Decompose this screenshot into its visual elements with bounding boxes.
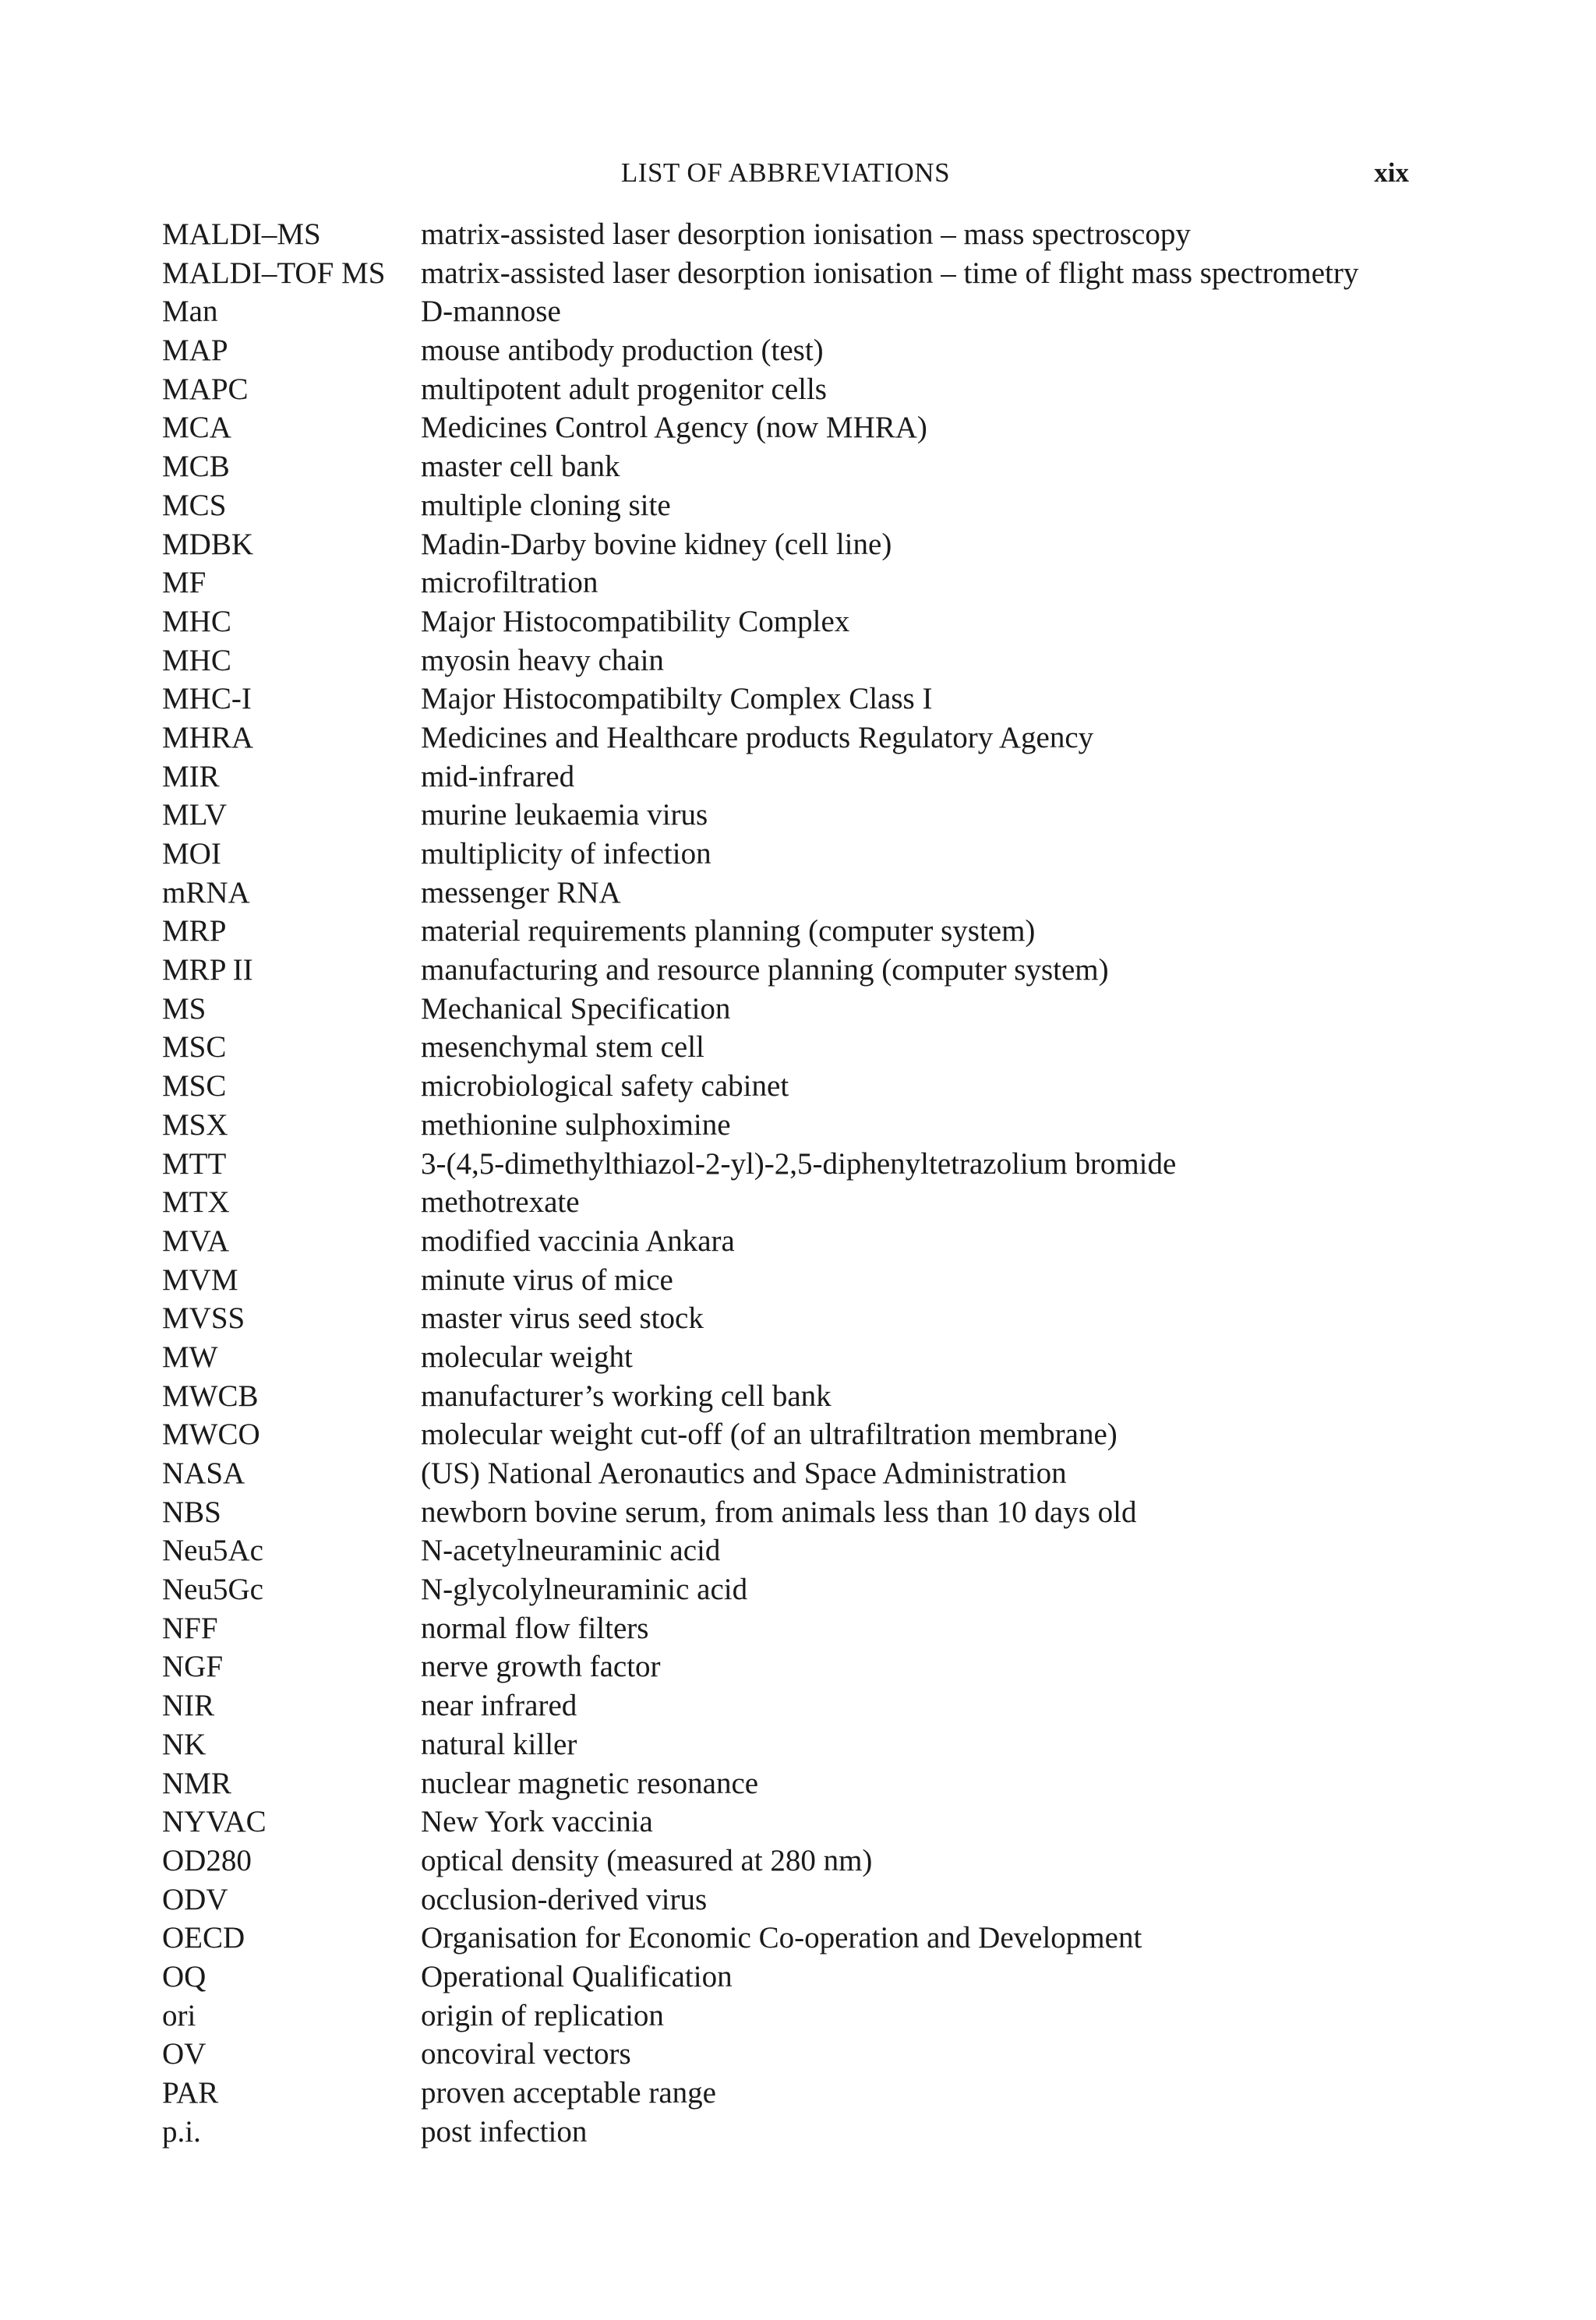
abbreviation-definition: myosin heavy chain — [421, 643, 664, 677]
abbreviation-list — [162, 215, 1425, 2151]
abbreviation-definition: manufacturer’s working cell bank — [421, 1379, 832, 1413]
abbreviation-entry — [162, 680, 1425, 719]
abbreviation-definition: modified vaccinia Ankara — [421, 1224, 735, 1258]
abbreviation-term: MTT — [162, 1146, 227, 1181]
abbreviation-definition: Organisation for Economic Co-operation and Development — [421, 1921, 1142, 1955]
abbreviation-definition: minute virus of mice — [421, 1262, 673, 1297]
abbreviation-entry — [162, 1222, 1425, 1261]
abbreviation-definition: 3-(4,5-dimethylthiazol-2-yl)-2,5-diphenyltetrazolium bromide — [421, 1146, 1177, 1181]
abbreviation-definition: near infrared — [421, 1689, 577, 1723]
abbreviation-definition: mid-infrared — [421, 759, 575, 793]
abbreviation-definition: D-mannose — [421, 295, 561, 329]
abbreviation-definition: molecular weight cut-off (of an ultrafiltration membrane) — [421, 1418, 1118, 1452]
abbreviation-definition: manufacturing and resource planning (computer system) — [421, 953, 1109, 987]
abbreviation-definition: proven acceptable range — [421, 2076, 716, 2110]
abbreviation-definition: newborn bovine serum, from animals less than 10 days old — [421, 1495, 1137, 1529]
abbreviation-definition: occlusion-derived virus — [421, 1882, 708, 1916]
abbreviation-term: MAP — [162, 334, 228, 368]
abbreviation-entry — [162, 2113, 1425, 2152]
abbreviation-term: p.i. — [162, 2114, 201, 2149]
abbreviation-definition: matrix-assisted laser desorption ionisation – mass spectroscopy — [421, 217, 1191, 251]
abbreviation-term: Neu5Ac — [162, 1534, 263, 1568]
abbreviation-term: OV — [162, 2037, 207, 2071]
abbreviation-entry — [162, 1686, 1425, 1725]
abbreviation-entry — [162, 1106, 1425, 1145]
abbreviation-entry — [162, 912, 1425, 951]
abbreviation-definition: mouse antibody production (test) — [421, 334, 824, 368]
abbreviation-entry — [162, 292, 1425, 331]
abbreviation-term: MHC — [162, 643, 231, 677]
abbreviation-definition: microfiltration — [421, 566, 598, 600]
abbreviation-term: Neu5Gc — [162, 1573, 263, 1607]
abbreviation-definition: messenger RNA — [421, 875, 621, 909]
abbreviation-term: MRP II — [162, 953, 253, 987]
abbreviation-entry — [162, 254, 1425, 293]
abbreviation-definition: oncoviral vectors — [421, 2037, 631, 2071]
abbreviation-definition: N-glycolylneuraminic acid — [421, 1573, 748, 1607]
abbreviation-term: NASA — [162, 1457, 245, 1490]
abbreviation-term: MOI — [162, 837, 221, 870]
abbreviation-entry — [162, 1570, 1425, 1609]
abbreviation-entry — [162, 1145, 1425, 1184]
abbreviation-term: MHC — [162, 604, 231, 638]
abbreviation-term: MCS — [162, 488, 227, 522]
abbreviation-entry — [162, 1338, 1425, 1377]
abbreviation-term: OD280 — [162, 1843, 252, 1877]
abbreviation-definition: optical density (measured at 280 nm) — [421, 1843, 873, 1877]
abbreviation-entry — [162, 1609, 1425, 1648]
abbreviation-entry — [162, 1842, 1425, 1880]
abbreviation-entry — [162, 1377, 1425, 1416]
abbreviation-definition: multipotent adult progenitor cells — [421, 372, 827, 406]
abbreviation-term: OQ — [162, 1959, 207, 1993]
abbreviation-entry — [162, 1493, 1425, 1532]
abbreviation-term: MDBK — [162, 527, 254, 561]
abbreviation-entry — [162, 1880, 1425, 1919]
abbreviation-entry — [162, 2035, 1425, 2074]
abbreviation-term: MVA — [162, 1224, 229, 1258]
abbreviation-entry — [162, 835, 1425, 874]
abbreviation-definition: multiplicity of infection — [421, 837, 711, 870]
abbreviation-entry — [162, 331, 1425, 370]
abbreviation-entry — [162, 1803, 1425, 1842]
abbreviation-definition: mesenchymal stem cell — [421, 1030, 704, 1065]
abbreviation-definition: (US) National Aeronautics and Space Administration — [421, 1457, 1067, 1490]
abbreviation-definition: origin of replication — [421, 1998, 664, 2032]
abbreviation-definition: multiple cloning site — [421, 488, 671, 522]
abbreviation-entry — [162, 1299, 1425, 1338]
abbreviation-term: NMR — [162, 1766, 231, 1800]
abbreviation-entry — [162, 370, 1425, 409]
abbreviation-entry — [162, 1919, 1425, 1958]
abbreviation-term: PAR — [162, 2076, 219, 2110]
abbreviation-term: Man — [162, 295, 218, 329]
abbreviation-entry — [162, 1067, 1425, 1106]
abbreviation-term: MWCO — [162, 1418, 260, 1452]
abbreviation-definition: methionine sulphoximine — [421, 1107, 731, 1142]
abbreviation-definition: matrix-assisted laser desorption ionisation – time of flight mass spectrometry — [421, 256, 1359, 290]
abbreviation-term: ODV — [162, 1882, 228, 1916]
abbreviation-entry — [162, 757, 1425, 796]
abbreviation-term: MHC-I — [162, 682, 252, 716]
abbreviation-definition: microbiological safety cabinet — [421, 1069, 789, 1104]
abbreviation-entry — [162, 719, 1425, 757]
abbreviation-entry — [162, 1415, 1425, 1454]
abbreviation-term: MALDI–MS — [162, 217, 321, 251]
abbreviation-term: mRNA — [162, 875, 250, 909]
abbreviation-definition: Operational Qualification — [421, 1959, 733, 1993]
abbreviation-definition: post infection — [421, 2114, 588, 2149]
abbreviation-term: NBS — [162, 1495, 221, 1529]
abbreviation-entry — [162, 1454, 1425, 1493]
abbreviation-definition: material requirements planning (computer system) — [421, 914, 1036, 948]
abbreviation-definition: murine leukaemia virus — [421, 798, 708, 832]
abbreviation-entry — [162, 447, 1425, 486]
page-number: xix — [1374, 157, 1409, 188]
page-header — [162, 153, 1409, 193]
abbreviation-entry — [162, 563, 1425, 602]
abbreviation-definition: master virus seed stock — [421, 1301, 704, 1336]
abbreviation-term: NYVAC — [162, 1805, 267, 1839]
abbreviation-term: MVM — [162, 1262, 238, 1297]
abbreviation-entry — [162, 641, 1425, 680]
abbreviation-definition: N-acetylneuraminic acid — [421, 1534, 721, 1568]
abbreviation-term: MWCB — [162, 1379, 259, 1413]
abbreviation-term: MS — [162, 991, 207, 1026]
abbreviation-definition: Major Histocompatibilty Complex Class I — [421, 682, 933, 716]
abbreviation-term: MLV — [162, 798, 228, 832]
abbreviation-term: OECD — [162, 1921, 245, 1955]
abbreviation-entry — [162, 1764, 1425, 1803]
abbreviation-definition: master cell bank — [421, 450, 620, 484]
abbreviation-term: MSC — [162, 1069, 227, 1104]
running-head: LIST OF ABBREVIATIONS — [620, 157, 951, 188]
abbreviation-term: MSC — [162, 1030, 227, 1065]
abbreviation-entry — [162, 408, 1425, 447]
abbreviation-entry — [162, 1028, 1425, 1067]
abbreviation-term: NK — [162, 1727, 207, 1761]
abbreviation-term: MF — [162, 566, 207, 600]
abbreviation-term: MIR — [162, 759, 220, 793]
abbreviation-definition: Madin-Darby bovine kidney (cell line) — [421, 527, 892, 561]
abbreviation-definition: New York vaccinia — [421, 1805, 653, 1839]
abbreviation-term: MSX — [162, 1107, 228, 1142]
abbreviation-term: MCB — [162, 450, 230, 484]
abbreviation-entry — [162, 2074, 1425, 2113]
abbreviation-term: NFF — [162, 1611, 218, 1645]
abbreviation-definition: nerve growth factor — [421, 1650, 661, 1684]
abbreviation-entry — [162, 602, 1425, 641]
abbreviation-term: NGF — [162, 1650, 224, 1684]
abbreviation-definition: Mechanical Specification — [421, 991, 731, 1026]
abbreviation-term: MTX — [162, 1185, 230, 1220]
abbreviation-entry — [162, 1261, 1425, 1300]
abbreviation-definition: natural killer — [421, 1727, 577, 1761]
abbreviation-entry — [162, 215, 1425, 254]
abbreviation-term: MVSS — [162, 1301, 245, 1336]
abbreviation-term: NIR — [162, 1689, 215, 1723]
abbreviation-term: MRP — [162, 914, 227, 948]
abbreviation-definition: methotrexate — [421, 1185, 580, 1220]
abbreviation-entry — [162, 990, 1425, 1029]
abbreviation-definition: Medicines Control Agency (now MHRA) — [421, 411, 927, 445]
abbreviation-entry — [162, 525, 1425, 564]
abbreviation-term: MW — [162, 1340, 218, 1374]
abbreviation-term: MAPC — [162, 372, 249, 406]
abbreviation-entry — [162, 1531, 1425, 1570]
abbreviation-definition: Medicines and Healthcare products Regulatory Agency — [421, 720, 1094, 754]
abbreviation-entry — [162, 1958, 1425, 1997]
abbreviation-definition: normal flow filters — [421, 1611, 649, 1645]
abbreviation-term: MCA — [162, 411, 231, 445]
abbreviation-entry — [162, 951, 1425, 990]
abbreviation-term: MALDI–TOF MS — [162, 256, 386, 290]
abbreviation-entry — [162, 1183, 1425, 1222]
abbreviation-entry — [162, 1725, 1425, 1764]
abbreviation-entry — [162, 796, 1425, 835]
abbreviation-entry — [162, 874, 1425, 913]
abbreviation-term: MHRA — [162, 720, 254, 754]
abbreviation-definition: Major Histocompatibility Complex — [421, 604, 850, 638]
abbreviation-entry — [162, 1997, 1425, 2036]
abbreviation-entry — [162, 1647, 1425, 1686]
abbreviation-term: ori — [162, 1998, 196, 2032]
abbreviation-definition: nuclear magnetic resonance — [421, 1766, 759, 1800]
abbreviation-entry — [162, 486, 1425, 525]
abbreviation-definition: molecular weight — [421, 1340, 633, 1374]
